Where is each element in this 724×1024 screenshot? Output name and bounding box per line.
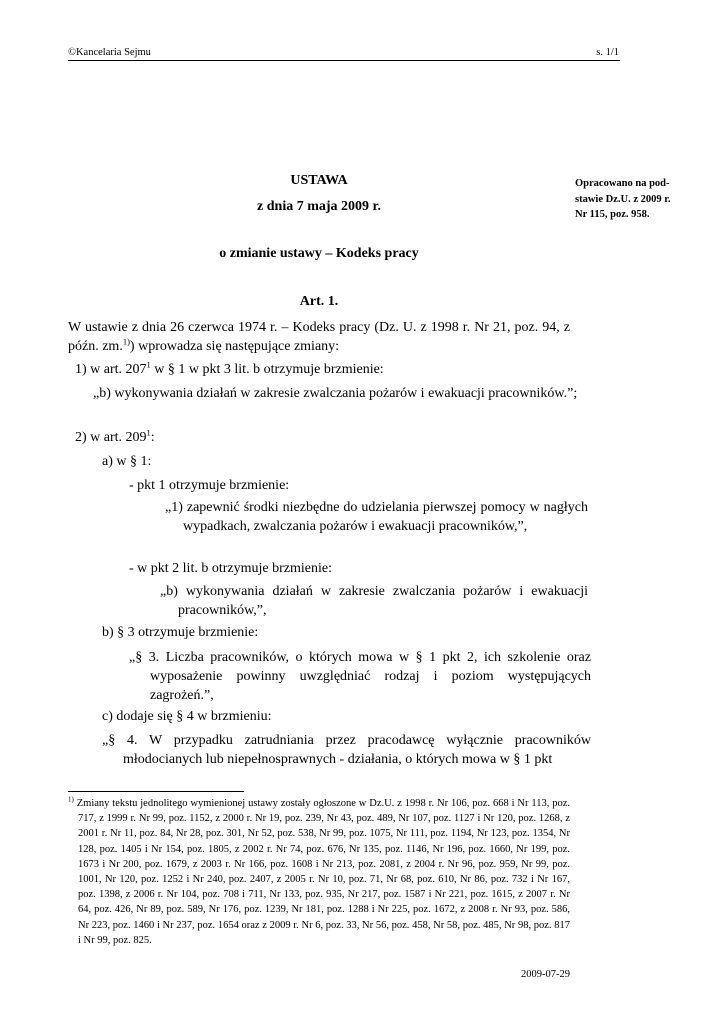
point-1-text-end: w § 1 w pkt 3 lit. b otrzymuje brzmienie: [150, 362, 384, 377]
subpoint-a: a) w § 1: [102, 454, 152, 469]
subpoint-a-item-1: - pkt 1 otrzymuje brzmienie: [129, 478, 290, 493]
point-2-superscript: 1 [146, 427, 151, 438]
footnote-reference: 1) [122, 336, 130, 347]
subpoint-c-quote: „§ 4. W przypadku zatrudniania przez pracodawcę wyłącznie pracowników młodocianych lub niepełnosprawnych - działania, o których mowa w § 1 pkt [102, 733, 591, 767]
header-page-number: s. 1/1 [596, 47, 619, 58]
subpoint-a-item-1-quote: „1) zapewnić środki niezbędne do udzielania pierwszej pomocy w nagłych wypadkach, zwalczania pożarów i ewakuacji pracowników,”, [165, 500, 588, 534]
subpoint-a-item-2: - w pkt 2 lit. b otrzymuje brzmienie: [129, 561, 332, 576]
subpoint-b: b) § 3 otrzymuje brzmienie: [102, 625, 259, 640]
side-note [575, 176, 685, 223]
point-2-text-end: : [150, 430, 155, 445]
article-intro-text-end: ) wprowadza się następujące zmiany: [129, 339, 340, 354]
act-subject: o zmianie ustawy – Kodeks pracy [219, 246, 419, 261]
footnote-marker: 1) [68, 795, 74, 804]
point-1-text: 1) w art. 207 [75, 362, 147, 377]
header-publisher: ©Kancelaria Sejmu [68, 47, 151, 58]
side-note-line: Opracowano na pod- [575, 178, 670, 189]
footnote-separator [68, 791, 244, 792]
act-date: z dnia 7 maja 2009 r. [257, 199, 381, 214]
subpoint-c: c) dodaje się § 4 w brzmieniu: [102, 709, 272, 724]
subpoint-a-item-2-quote: „b) wykonywania działań w zakresie zwalczania pożarów i ewakuacji pracowników,”, [160, 584, 588, 618]
point-2 [75, 428, 155, 447]
article-intro [68, 318, 570, 356]
act-type-title: USTAWA [290, 173, 348, 188]
footnote [68, 796, 570, 948]
footnote-text: Zmiany tekstu jednolitego wymienionej ustawy zostały ogłoszone w Dz.U. z 1998 r. Nr 106, poz. 668 i Nr 113, poz. 717, z 1999 r. Nr 99, poz. 1152, z 2000 r. Nr 19, poz. 239, Nr 43, poz. 489, Nr 107, poz. 1127 i Nr 120, poz. 1268, z 2001 r. Nr 11, poz. 84, Nr 28, poz. 301, Nr 52, poz. 538, Nr 99, poz. 1075, Nr 111, poz. 1194, Nr 123, poz. 1354, Nr 128, poz. 1405 i Nr 154, poz. 1805, z 2002 r. Nr 74, poz. 676, Nr 135, poz. 1146, Nr 196, poz. 1660, Nr 199, poz. 1673 i Nr 200, poz. 1679, z 2003 r. Nr 166, poz. 1608 i Nr 213, poz. 2081, z 2004 r. Nr 96, poz. 959, Nr 99, poz. 1001, Nr 120, poz. 1252 i Nr 240, poz. 2407, z 2005 r. Nr 10, poz. 71, Nr 68, poz. 610, Nr 86, poz. 732 i Nr 167, poz. 1398, z 2006 r. Nr 104, poz. 708 i 711, Nr 133, poz. 935, Nr 217, poz. 1587 i Nr 221, poz. 1615, z 2007 r. Nr 64, poz. 426, Nr 89, poz. 589, Nr 176, poz. 1239, Nr 181, poz. 1288 i Nr 225, poz. 1672, z 2008 r. Nr 93, poz. 586, Nr 223, poz. 1460 i Nr 237, poz. 1654 oraz z 2009 r. Nr 6, poz. 33, Nr 56, poz. 458, Nr 58, poz. 485, Nr 98, poz. 817 i Nr 99, poz. 825. [76, 798, 571, 946]
footer-date: 2009-07-29 [521, 969, 570, 980]
article-heading: Art. 1. [299, 294, 339, 309]
header-rule [68, 60, 620, 61]
subpoint-b-quote: „§ 3. Liczba pracowników, o których mowa w § 1 pkt 2, ich szkolenie oraz wyposażenie powinny uwzględniać rodzaj i poziom występujących zagrożeń.”, [129, 650, 591, 703]
article-intro-text: W ustawie z dnia 26 czerwca 1974 r. – Kodeks pracy (Dz. U. z 1998 r. Nr 21, poz. 94, z późn. zm. [68, 320, 570, 354]
side-note-line: Nr 115, poz. 958. [575, 209, 650, 220]
side-note-line: stawie Dz.U. z 2009 r. [575, 193, 671, 205]
point-1-quote: „b) wykonywania działań w zakresie zwalczania pożarów i ewakuacji pracowników.”; [93, 386, 578, 401]
point-1-superscript: 1 [146, 359, 151, 370]
point-2-text: 2) w art. 209 [75, 430, 147, 445]
point-1 [75, 360, 384, 379]
